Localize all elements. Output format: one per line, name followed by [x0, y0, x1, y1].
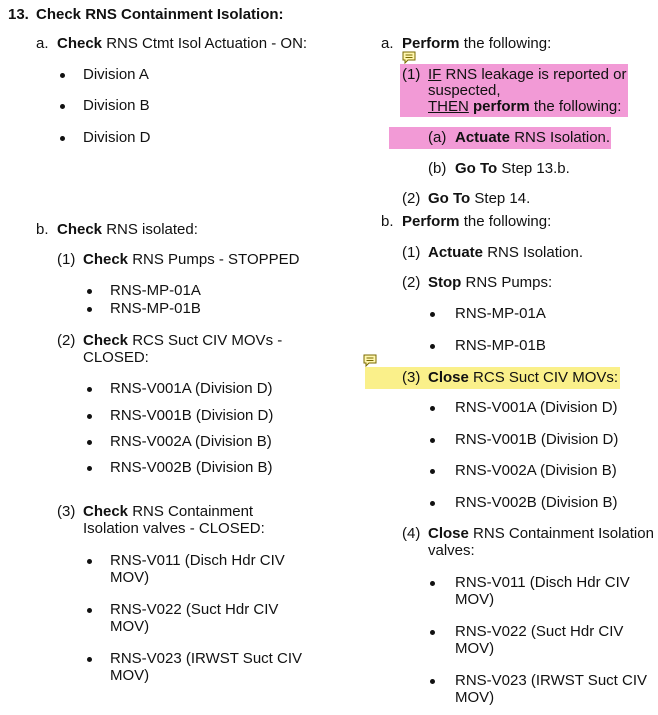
left-b2-item-1: RNS-V001A (Division D) [110, 380, 273, 397]
step-title: Check RNS Containment Isolation: [36, 6, 284, 23]
left-b-letter: b. [36, 221, 49, 238]
right-b3-item-2: RNS-V001B (Division D) [455, 431, 619, 448]
left-b3-line1: Check RNS Containment [83, 503, 254, 520]
bullet [430, 581, 435, 586]
right-a1b-num: (b) [428, 160, 447, 177]
bullet [60, 136, 65, 141]
right-b2-item-2: RNS-MP-01B [455, 337, 546, 354]
left-b2-item-3: RNS-V002A (Division B) [110, 433, 272, 450]
bullet [60, 73, 65, 78]
bullet [87, 608, 92, 613]
right-a1-then: THEN perform the following: [428, 98, 622, 115]
left-b2-line2: CLOSED: [83, 349, 149, 366]
right-b4-line1: Close RNS Containment Isolation [428, 525, 654, 542]
right-b4-item-1-line2: MOV) [455, 591, 495, 608]
bullet [87, 414, 92, 419]
right-a-letter: a. [381, 35, 394, 52]
right-b2-num: (2) [402, 274, 421, 291]
right-b2-item-1: RNS-MP-01A [455, 305, 546, 322]
right-b4-item-3-line2: MOV) [455, 689, 495, 706]
right-b4-item-2-line2: MOV) [455, 640, 495, 657]
comment-note-icon[interactable] [363, 354, 377, 367]
bullet [430, 501, 435, 506]
right-a-text: Perform the following: [402, 35, 552, 52]
bullet [430, 469, 435, 474]
right-b1-text: Actuate RNS Isolation. [428, 244, 584, 261]
right-a1a-num: (a) [428, 129, 447, 146]
bullet [87, 440, 92, 445]
left-b1-text: Check RNS Pumps - STOPPED [83, 251, 300, 268]
right-b3-item-1: RNS-V001A (Division D) [455, 399, 618, 416]
right-b-text: Perform the following: [402, 213, 552, 230]
right-b4-item-2-line1: RNS-V022 (Suct Hdr CIV [455, 623, 624, 640]
right-a1-num: (1) [402, 66, 421, 83]
left-b2-num: (2) [57, 332, 76, 349]
bullet [430, 438, 435, 443]
right-b3-item-3: RNS-V002A (Division B) [455, 462, 617, 479]
right-b3-num: (3) [402, 369, 421, 386]
bullet [430, 679, 435, 684]
step-number: 13. [8, 6, 29, 23]
right-a1a-text: Actuate RNS Isolation. [455, 129, 611, 146]
left-b2-line1: Check RCS Suct CIV MOVs - [83, 332, 283, 349]
right-b2-text: Stop RNS Pumps: [428, 274, 553, 291]
bullet [87, 387, 92, 392]
bullet [60, 104, 65, 109]
bullet [87, 657, 92, 662]
right-b4-num: (4) [402, 525, 421, 542]
right-a2-num: (2) [402, 190, 421, 207]
left-b3-item-2-line2: MOV) [110, 618, 150, 635]
left-b2-item-2: RNS-V001B (Division D) [110, 407, 274, 424]
left-b3-num: (3) [57, 503, 76, 520]
right-b-letter: b. [381, 213, 394, 230]
left-a-text: Check RNS Ctmt Isol Actuation - ON: [57, 35, 308, 52]
left-a-division-3: Division D [83, 129, 151, 146]
left-a-letter: a. [36, 35, 49, 52]
bullet [87, 307, 92, 312]
right-b4-item-1-line1: RNS-V011 (Disch Hdr CIV [455, 574, 630, 591]
right-a1-line2: suspected, [428, 82, 501, 99]
left-b3-item-1-line1: RNS-V011 (Disch Hdr CIV [110, 552, 285, 569]
right-b3-item-4: RNS-V002B (Division B) [455, 494, 618, 511]
left-a-division-1: Division A [83, 66, 149, 83]
left-b2-item-4: RNS-V002B (Division B) [110, 459, 273, 476]
left-b3-item-1-line2: MOV) [110, 569, 150, 586]
left-b3-line2: Isolation valves - CLOSED: [83, 520, 265, 537]
bullet [87, 289, 92, 294]
right-b1-num: (1) [402, 244, 421, 261]
bullet [430, 312, 435, 317]
left-b-text: Check RNS isolated: [57, 221, 198, 238]
right-a1-line1: IF RNS leakage is reported or [428, 66, 627, 83]
left-a-division-2: Division B [83, 97, 150, 114]
right-b4-item-3-line1: RNS-V023 (IRWST Suct CIV [455, 672, 647, 689]
right-a1b-text: Go To Step 13.b. [455, 160, 570, 177]
right-b4-line2: valves: [428, 542, 475, 559]
left-b1-item-1: RNS-MP-01A [110, 282, 201, 299]
bullet [87, 466, 92, 471]
right-a2-text: Go To Step 14. [428, 190, 531, 207]
left-b3-item-2-line1: RNS-V022 (Suct Hdr CIV [110, 601, 279, 618]
left-b1-num: (1) [57, 251, 76, 268]
bullet [430, 344, 435, 349]
bullet [430, 630, 435, 635]
left-b3-item-3-line1: RNS-V023 (IRWST Suct CIV [110, 650, 302, 667]
left-b3-item-3-line2: MOV) [110, 667, 150, 684]
bullet [430, 406, 435, 411]
right-b3-text: Close RCS Suct CIV MOVs: [428, 369, 619, 386]
left-b1-item-2: RNS-MP-01B [110, 300, 201, 317]
bullet [87, 559, 92, 564]
